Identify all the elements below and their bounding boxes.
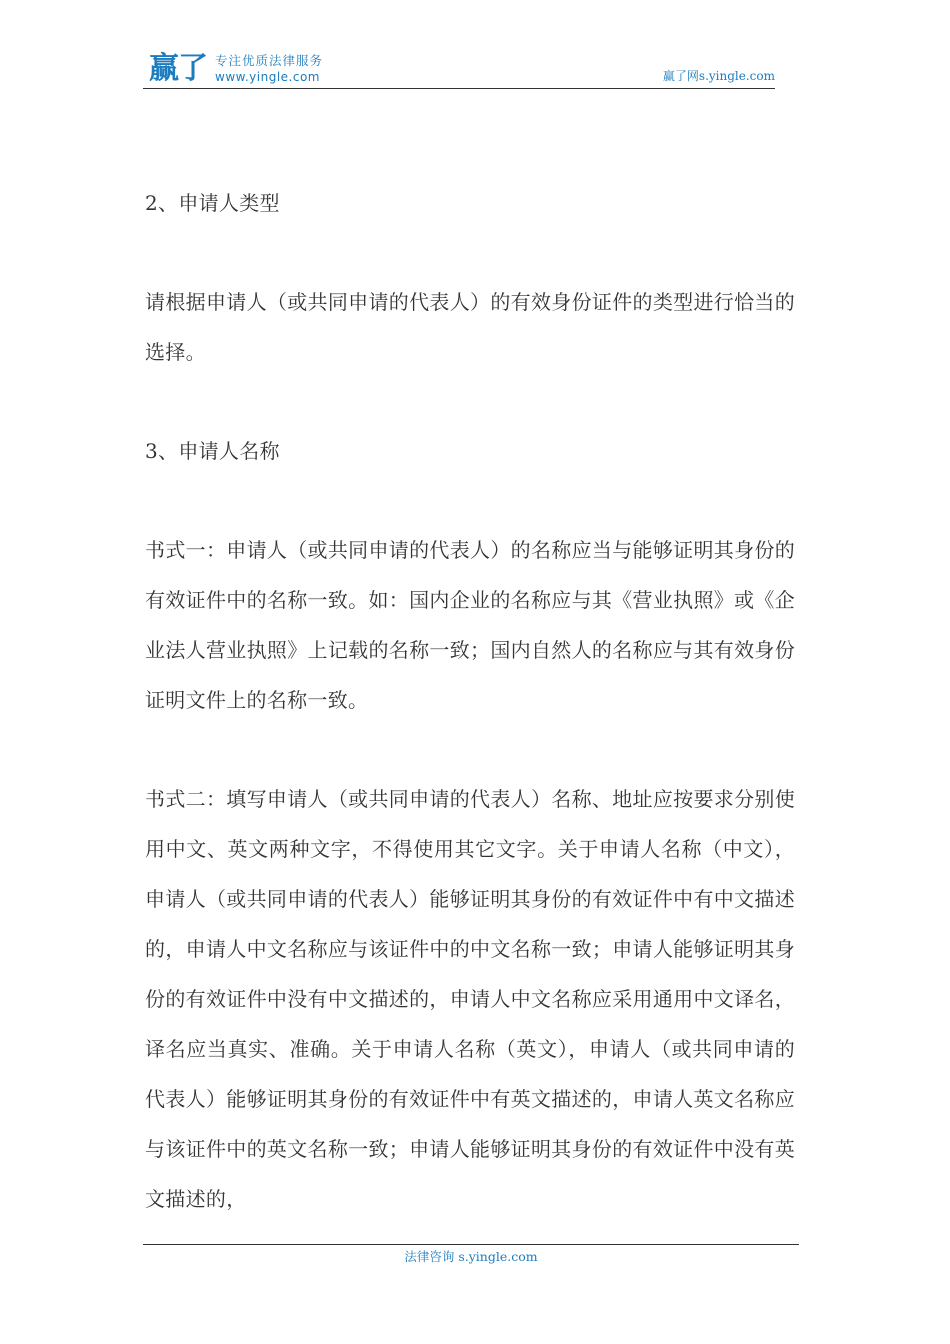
paragraph-format-two: 书式二：填写申请人（或共同申请的代表人）名称、地址应按要求分别使用中文、英文两种文字，不得使用其它文字。关于申请人名称（中文），申请人（或共同申请的代表人）能够证明其身份的有效证件中有中文描述的，申请人中文名称应与该证件中的中文名称一致；申请人能够证明其身份的有效证件中没有中文描述的，申请人中文名称应采用通用中文译名，译名应当真实、准确。关于申请人名称（英文），申请人（或共同申请的代表人）能够证明其身份的有效证件中有英文描述的，申请人英文名称应与该证件中的英文名称一致；申请人能够证明其身份的有效证件中没有英文描述的， — [145, 787, 795, 1211]
document-body — [145, 178, 795, 1273]
paragraph-applicant-type: 请根据申请人（或共同申请的代表人）的有效身份证件的类型进行恰当的选择。 — [145, 290, 795, 364]
yingle-logo[interactable] — [143, 50, 363, 86]
footer-link[interactable]: 法律咨询 s.yingle.com — [404, 1249, 538, 1264]
page-footer — [143, 1244, 799, 1266]
section-heading-applicant-type: 2、申请人类型 — [145, 191, 280, 215]
logo-mark: 赢了 — [149, 51, 207, 86]
logo-slogan: 专注优质法律服务 — [215, 53, 324, 68]
section-heading-applicant-name: 3、申请人名称 — [145, 439, 280, 463]
header-site-link[interactable]: 赢了网s.yingle.com — [662, 69, 775, 83]
paragraph-format-one: 书式一：申请人（或共同申请的代表人）的名称应当与能够证明其身份的有效证件中的名称一致。如：国内企业的名称应与其《营业执照》或《企业法人营业执照》上记载的名称一致；国内自然人的名称应与其有效身份证明文件上的名称一致。 — [145, 538, 795, 712]
page-header — [143, 50, 775, 89]
logo-url: www.yingle.com — [215, 70, 320, 84]
